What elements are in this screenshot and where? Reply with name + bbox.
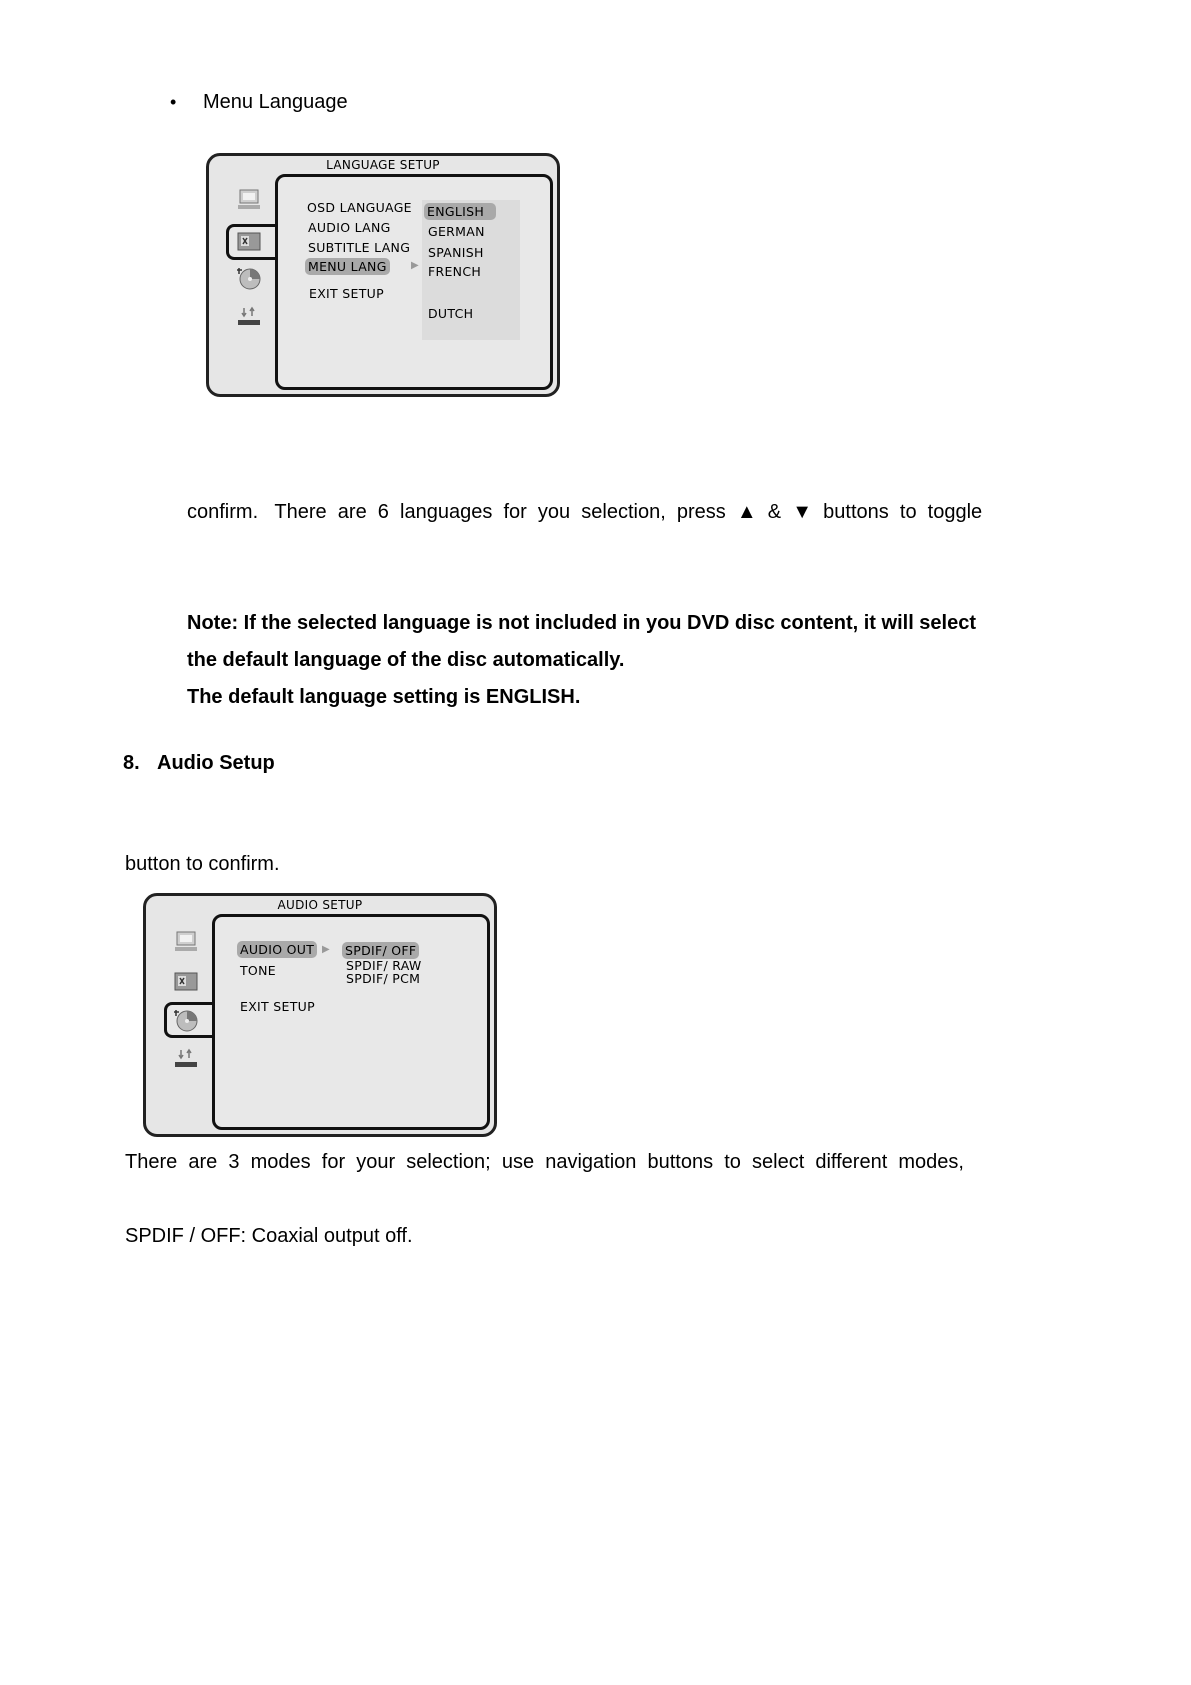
option-german[interactable]: GERMAN xyxy=(428,224,485,239)
speaker-icon[interactable] xyxy=(172,1048,200,1072)
menu-item-tone[interactable]: TONE xyxy=(240,963,276,978)
note-line-2: the default language of the disc automatically. xyxy=(187,649,625,671)
paragraph-button-confirm: button to confirm. xyxy=(125,853,280,875)
option-english[interactable]: ENGLISH xyxy=(424,203,496,220)
monitor-icon[interactable] xyxy=(235,188,263,212)
monitor-icon[interactable] xyxy=(172,930,200,954)
submenu-arrow-icon: ▶ xyxy=(411,260,419,271)
paragraph-modes: There are 3 modes for your selection; use navigation buttons to select different modes, xyxy=(125,1151,964,1173)
menu-item-audio-lang[interactable]: AUDIO LANG xyxy=(308,220,391,235)
bullet-marker: • xyxy=(170,92,177,112)
option-french[interactable]: FRENCH xyxy=(428,264,482,279)
audio-disc-icon[interactable] xyxy=(235,266,263,290)
paragraph-language-selection: confirm. There are 6 languages for you selection, press ▲ & ▼ buttons to toggle xyxy=(187,501,983,523)
note-line-3: The default language setting is ENGLISH. xyxy=(187,686,581,708)
menu-item-exit-setup[interactable]: EXIT SETUP xyxy=(309,286,384,301)
audio-setup-title: AUDIO SETUP xyxy=(277,898,363,912)
note-line-1: Note: If the selected language is not included in you DVD disc content, it will select xyxy=(187,612,977,634)
option-spdif-raw[interactable]: SPDIF/ RAW xyxy=(346,958,422,973)
menu-item-menu-lang[interactable]: MENU LANG xyxy=(305,258,390,275)
option-dutch[interactable]: DUTCH xyxy=(428,306,474,321)
language-icon[interactable] xyxy=(235,230,263,254)
option-spdif-off[interactable]: SPDIF/ OFF xyxy=(342,942,419,959)
language-setup-title: LANGUAGE SETUP xyxy=(326,158,440,172)
menu-item-exit-setup[interactable]: EXIT SETUP xyxy=(240,999,315,1014)
paragraph-spdif-off: SPDIF / OFF: Coaxial output off. xyxy=(125,1225,413,1247)
section-number: 8. xyxy=(123,752,140,774)
menu-item-audio-out[interactable]: AUDIO OUT xyxy=(237,941,317,958)
audio-disc-icon[interactable] xyxy=(172,1008,200,1032)
section-title: Audio Setup xyxy=(157,752,275,774)
language-icon[interactable] xyxy=(172,970,200,994)
option-spdif-pcm[interactable]: SPDIF/ PCM xyxy=(346,971,421,986)
menu-language-heading: Menu Language xyxy=(203,91,348,113)
submenu-arrow-icon: ▶ xyxy=(322,944,330,955)
menu-item-subtitle-lang[interactable]: SUBTITLE LANG xyxy=(308,240,411,255)
audio-setup-panel xyxy=(143,893,497,1137)
language-setup-panel xyxy=(206,153,560,397)
speaker-icon[interactable] xyxy=(235,306,263,330)
option-spanish[interactable]: SPANISH xyxy=(428,245,484,260)
menu-item-osd-language[interactable]: OSD LANGUAGE xyxy=(307,200,412,215)
